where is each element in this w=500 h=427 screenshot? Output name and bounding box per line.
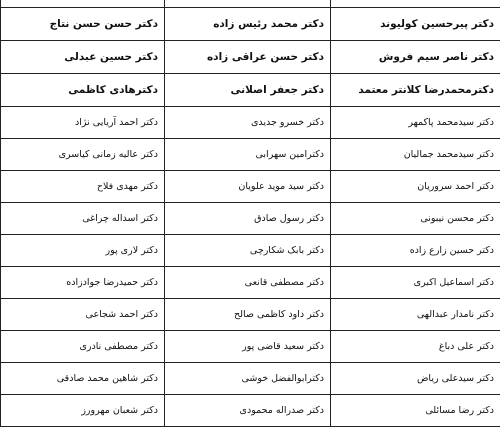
table-cell: دکتر شعبان مهرورز — [1, 395, 165, 427]
table-cell: دکتر سیدمحمد جمالیان — [331, 139, 500, 171]
table-cell: دکتر علی دباغ — [331, 331, 500, 363]
table-row-header — [1, 74, 500, 107]
table-row — [1, 139, 500, 171]
table-cell: دکتر شاهین محمد صادقی — [1, 363, 165, 395]
table-cell: دکتر سیدمحمد پاکمهر — [331, 107, 500, 139]
table-cell: دکترهادی کاظمی — [1, 74, 165, 107]
table-row-cut-off — [1, 0, 500, 8]
table-cell: دکتر خسرو جدیدی — [165, 107, 331, 139]
table-cell: دکتر حسین عبدلی — [1, 41, 165, 74]
table-cell: دکتر لاری پور — [1, 235, 165, 267]
table-cell: دکتر محسن نیبونی — [331, 203, 500, 235]
table-cell: دکترامین سهرابی — [165, 139, 331, 171]
table-cell: دکتر نامدار عبدالهی — [331, 299, 500, 331]
table-cell: دکترابوالفضل خوشی — [165, 363, 331, 395]
table-cell: دکتر اسماعیل اکبری — [331, 267, 500, 299]
table-cell: دکتر احمد سروریان — [331, 171, 500, 203]
table-cell: دکترمحمدرضا کلانتر معتمد — [331, 74, 500, 107]
table-cell — [331, 0, 500, 8]
table-row — [1, 267, 500, 299]
table-cell: دکتر رضا مسائلی — [331, 395, 500, 427]
table-row — [1, 331, 500, 363]
table-cell: دکتر ناصر سیم فروش — [331, 41, 500, 74]
table-row-header — [1, 41, 500, 74]
table-row-header — [1, 8, 500, 41]
table-cell: دکتر حمیدرضا جوادزاده — [1, 267, 165, 299]
table-cell: دکتر مهدی فلاح — [1, 171, 165, 203]
table-cell — [165, 0, 331, 8]
table-row — [1, 395, 500, 427]
table-row — [1, 171, 500, 203]
table-cell: دکتر حسین زارع زاده — [331, 235, 500, 267]
table-row — [1, 363, 500, 395]
table-cell: دکتر بابک شکارچی — [165, 235, 331, 267]
table-cell: دکتر اسداله چراغی — [1, 203, 165, 235]
table-cell: دکتر صدراله محمودی — [165, 395, 331, 427]
table-cell: دکتر مصطفی نادری — [1, 331, 165, 363]
table-cell: دکتر حسن حسن نتاج — [1, 8, 165, 41]
table-cell: دکتر محمد رئیس زاده — [165, 8, 331, 41]
table-cell: دکتر سعید قاضی پور — [165, 331, 331, 363]
table-row — [1, 203, 500, 235]
table-row — [1, 235, 500, 267]
table-cell: دکتر عالیه زمانی کیاسری — [1, 139, 165, 171]
table-cell: دکتر پیرحسین کولیوند — [331, 8, 500, 41]
table-cell: دکتر احمد آریایی نژاد — [1, 107, 165, 139]
table-cell: دکتر مصطفی قانعی — [165, 267, 331, 299]
table-cell — [1, 0, 165, 8]
table-cell: دکتر سیدعلی ریاض — [331, 363, 500, 395]
table-row — [1, 107, 500, 139]
table-cell: دکتر جعفر اصلانی — [165, 74, 331, 107]
table-cell: دکتر داود کاظمی صالح — [165, 299, 331, 331]
table-cell: دکتر سید موید علویان — [165, 171, 331, 203]
table-cell: دکتر رسول صادق — [165, 203, 331, 235]
table-cell: دکتر حسن عراقی زاده — [165, 41, 331, 74]
table-row — [1, 299, 500, 331]
table-cell: دکتر احمد شجاعی — [1, 299, 165, 331]
